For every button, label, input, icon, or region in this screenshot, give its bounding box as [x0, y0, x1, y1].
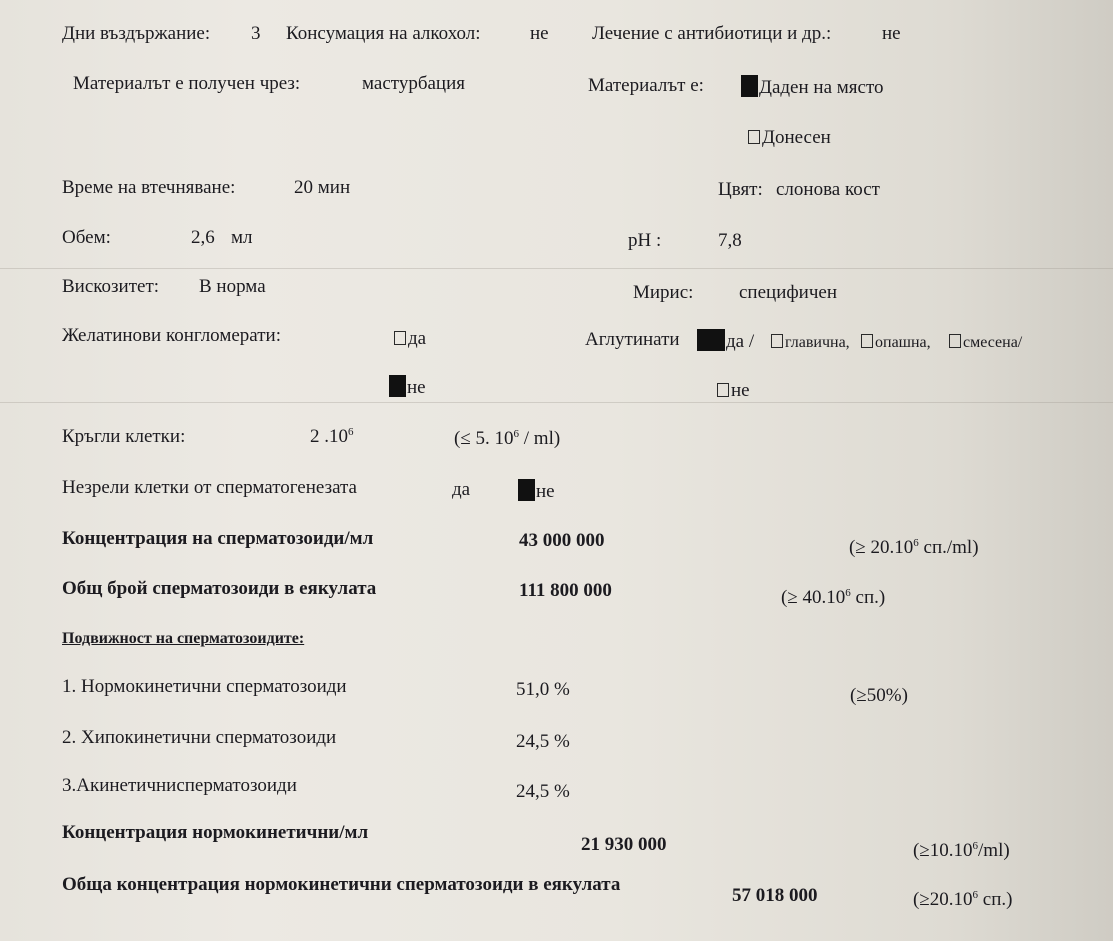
agglutination-yes-option	[697, 329, 754, 353]
total-count-value: 111 800 000	[519, 580, 612, 601]
checked-checkbox	[697, 329, 725, 351]
checked-checkbox	[741, 75, 758, 97]
empty-checkbox	[771, 334, 783, 348]
motility-heading: Подвижност на сперматозоидите:	[62, 630, 305, 647]
liquefaction-label: Време на втечняване:	[62, 177, 236, 198]
agglutination-yes-text: да /	[726, 331, 755, 352]
material-brought-text: Донесен	[762, 127, 831, 148]
empty-checkbox	[949, 334, 961, 348]
round-cells-label: Кръгли клетки:	[62, 426, 186, 447]
concentration-value: 43 000 000	[519, 530, 605, 551]
alcohol-value: не	[530, 23, 549, 44]
volume-value: 2,6	[191, 227, 215, 248]
motility-row-label: 2. Хипокинетични сперматозоиди	[62, 727, 337, 748]
volume-unit: мл	[231, 227, 253, 248]
material-brought-option	[748, 127, 831, 149]
agglutination-type-head: главична,	[771, 332, 850, 354]
motility-row-label: 1. Нормокинетични сперматозоиди	[62, 676, 347, 697]
collection-method-label: Материалът е получен чрез:	[73, 73, 301, 94]
agglutination-type-mixed: смесена/	[949, 332, 1022, 354]
agglutination-label: Аглутинати	[585, 329, 680, 350]
normo-total-reference: ($\ge 20.10^6$ сп.)	[913, 889, 1013, 910]
immature-cells-no-text: не	[536, 481, 555, 502]
round-cells-value: 2 $.10^6$	[310, 426, 354, 447]
viscosity-value: В норма	[199, 276, 266, 297]
normo-total-value: 57 018 000	[732, 885, 818, 906]
motility-row-value: 24,5 %	[516, 731, 570, 752]
paper-fold	[0, 402, 1113, 403]
ph-value: 7,8	[718, 230, 742, 251]
immature-cells-yes-text: да	[452, 479, 471, 500]
gelatinous-yes-option	[394, 328, 426, 350]
odor-label: Мирис:	[633, 282, 694, 303]
round-cells-reference: (≤ 5. $10^6 / ml$)	[454, 428, 561, 449]
ph-label: pH :	[628, 230, 662, 251]
abstinence-value: 3	[251, 23, 261, 44]
motility-row-reference: (≥50%)	[850, 685, 908, 706]
viscosity-label: Вискозитет:	[62, 276, 160, 297]
normo-concentration-label: Концентрация нормокинетични/мл	[62, 822, 369, 843]
motility-row-label: 3.Акинетичнисперматозоиди	[62, 775, 297, 796]
checked-checkbox	[389, 375, 406, 397]
concentration-reference: (≥ $20.10^6$ сп./ml)	[849, 537, 979, 558]
paper-fold	[0, 268, 1113, 269]
empty-checkbox	[748, 130, 760, 144]
checked-checkbox	[518, 479, 535, 501]
immature-cells-no-option	[518, 479, 555, 503]
liquefaction-value: 20 мин	[294, 177, 351, 198]
agglutination-type-tail: опашна,	[861, 332, 931, 354]
color-label: Цвят:	[718, 179, 763, 200]
material-label: Материалът е:	[588, 75, 704, 96]
agglutination-no-text: не	[731, 380, 750, 401]
abstinence-label: Дни въздържание:	[62, 23, 211, 44]
volume-label: Обем:	[62, 227, 111, 248]
normo-concentration-value: 21 930 000	[581, 834, 667, 855]
normo-total-label: Обща концентрация нормокинетични сперматозоиди в еякулата	[62, 874, 621, 895]
motility-row-value: 51,0 %	[516, 679, 570, 700]
normo-concentration-reference: $(\ge 10.10^6/ml)$	[913, 840, 1010, 861]
total-count-reference: (≥ $40.10^6$ сп.)	[781, 587, 886, 608]
alcohol-label: Консумация на алкохол:	[286, 23, 481, 44]
empty-checkbox	[394, 331, 406, 345]
treatment-label: Лечение с антибиотици и др.:	[592, 23, 832, 44]
gelatinous-label: Желатинови конгломерати:	[62, 325, 281, 346]
immature-cells-label: Незрели клетки от сперматогенезата	[62, 477, 357, 498]
gelatinous-no-text: не	[407, 377, 426, 398]
treatment-value: не	[882, 23, 901, 44]
concentration-label: Концентрация на сперматозоиди/мл	[62, 528, 374, 549]
material-on-site-option	[741, 75, 884, 99]
collection-method-value: мастурбация	[362, 73, 465, 94]
gelatinous-no-option	[389, 375, 426, 399]
material-on-site-text: Даден на място	[759, 77, 884, 98]
agglutination-no-option	[717, 380, 750, 402]
motility-row-value: 24,5 %	[516, 781, 570, 802]
odor-value: специфичен	[739, 282, 838, 303]
empty-checkbox	[861, 334, 873, 348]
empty-checkbox	[717, 383, 729, 397]
total-count-label: Общ брой сперматозоиди в еякулата	[62, 578, 377, 599]
gelatinous-yes-text: да	[408, 328, 427, 349]
color-value: слонова кост	[776, 179, 880, 200]
